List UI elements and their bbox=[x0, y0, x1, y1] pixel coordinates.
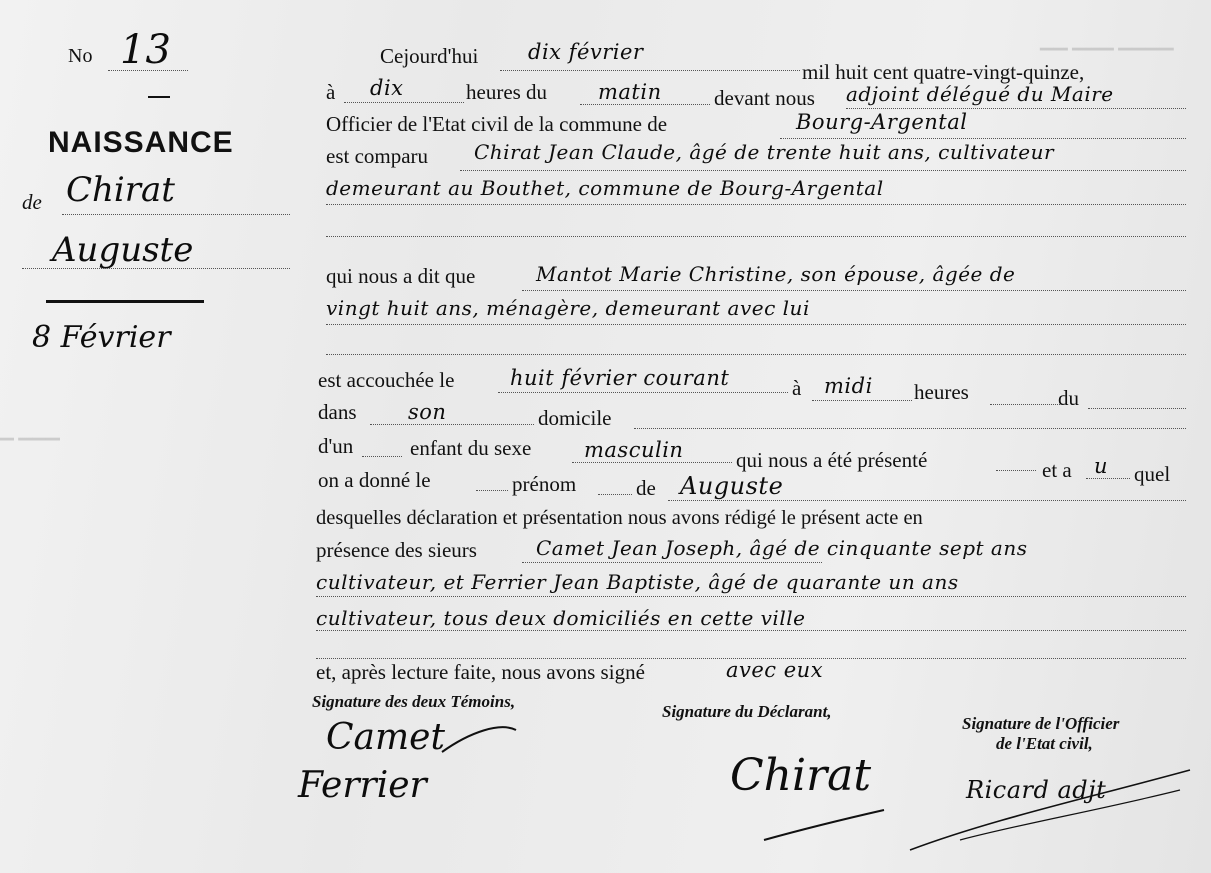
witness2-signature: Ferrier bbox=[298, 765, 427, 806]
handwritten-date: dix février bbox=[528, 40, 644, 64]
handwritten-birth-date: huit février courant bbox=[510, 366, 730, 390]
handwritten-witness-residence: cultivateur, tous deux domiciliés en cette ville bbox=[316, 606, 806, 630]
witnesses-signature-label: Signature des deux Témoins, bbox=[312, 692, 516, 711]
dotted-rule bbox=[522, 562, 822, 563]
child-surname: Chirat bbox=[66, 170, 175, 210]
dotted-rule bbox=[1086, 478, 1130, 479]
officer-signature-label: Signature de l'Officier bbox=[962, 714, 1120, 733]
handwritten-declarant: Chirat Jean Claude, âgé de trente huit ans, cultivateur bbox=[474, 140, 1055, 164]
handwritten-hour: dix bbox=[370, 76, 404, 100]
dotted-rule bbox=[598, 494, 632, 495]
text: et a bbox=[1042, 458, 1072, 482]
declarant-signature-label: Signature du Déclarant, bbox=[662, 702, 832, 721]
declarant-signature: Chirat bbox=[730, 750, 872, 801]
text: quel bbox=[1134, 462, 1171, 486]
handwritten-letter: u bbox=[1094, 454, 1109, 478]
text: heures du bbox=[466, 80, 548, 104]
handwritten-commune: Bourg-Argental bbox=[796, 110, 968, 134]
dotted-rule bbox=[846, 108, 1186, 109]
dotted-rule bbox=[522, 290, 1186, 291]
dotted-rule bbox=[62, 214, 290, 215]
text: enfant du sexe bbox=[410, 436, 532, 460]
dotted-rule bbox=[812, 400, 912, 401]
handwritten-closing: avec eux bbox=[726, 658, 824, 682]
text: desquelles déclaration et présentation nous avons rédigé le présent acte en bbox=[316, 507, 923, 529]
officer-signature: Ricard adjt bbox=[966, 776, 1107, 804]
record-number-prefix: No bbox=[68, 45, 93, 67]
signature-flourish bbox=[760, 800, 890, 850]
text: à bbox=[326, 80, 336, 104]
rule bbox=[148, 96, 170, 98]
dotted-rule bbox=[634, 428, 1186, 429]
dotted-rule bbox=[780, 138, 1186, 139]
dotted-rule bbox=[344, 102, 464, 103]
handwritten-residence: demeurant au Bouthet, commune de Bourg-Argental bbox=[326, 176, 884, 200]
record-number: 13 bbox=[120, 27, 171, 73]
child-given-name: Auguste bbox=[52, 230, 194, 270]
text: et, après lecture faite, nous avons signé bbox=[316, 660, 645, 684]
dotted-rule bbox=[996, 470, 1036, 471]
dotted-rule bbox=[572, 462, 732, 463]
dotted-rule bbox=[370, 424, 534, 425]
text: Cejourd'hui bbox=[380, 44, 479, 68]
text: est comparu bbox=[326, 144, 429, 168]
dotted-rule bbox=[580, 104, 710, 105]
handwritten-witness2: cultivateur, et Ferrier Jean Baptiste, âgé de quarante un ans bbox=[316, 570, 959, 594]
text: présence des sieurs bbox=[316, 538, 477, 562]
dotted-rule bbox=[362, 456, 402, 457]
dotted-rule bbox=[326, 236, 1186, 237]
handwritten-officer-role: adjoint délégué du Maire bbox=[846, 82, 1114, 106]
dotted-rule bbox=[498, 392, 788, 393]
text: de bbox=[636, 476, 656, 500]
text: prénom bbox=[512, 472, 577, 496]
dotted-rule bbox=[326, 204, 1186, 205]
dotted-rule bbox=[990, 404, 1060, 405]
text: qui nous a dit que bbox=[326, 264, 476, 288]
de-label: de bbox=[22, 190, 42, 214]
handwritten-mother-details: vingt huit ans, ménagère, demeurant avec lui bbox=[326, 296, 810, 320]
text: mil huit cent quatre-vingt-quinze, bbox=[802, 60, 1085, 84]
handwritten-time-of-day: matin bbox=[598, 80, 662, 104]
dotted-rule bbox=[326, 354, 1186, 355]
text: heures bbox=[914, 380, 969, 404]
handwritten-witness1: Camet Jean Joseph, âgé de cinquante sept ans bbox=[536, 536, 1028, 560]
officer-signature-label: de l'Etat civil, bbox=[996, 734, 1093, 753]
signature-flourish bbox=[900, 760, 1200, 860]
birth-date-margin: 8 Février bbox=[32, 320, 171, 355]
text: est accouchée le bbox=[318, 368, 455, 392]
handwritten-birth-hour: midi bbox=[824, 374, 873, 398]
handwritten-sex: masculin bbox=[584, 438, 684, 462]
dotted-rule bbox=[326, 324, 1186, 325]
handwritten-mother: Mantot Marie Christine, son épouse, âgée de bbox=[536, 262, 1016, 286]
dotted-rule bbox=[316, 630, 1186, 631]
dotted-rule bbox=[500, 70, 800, 71]
text: on a donné le bbox=[318, 468, 431, 492]
handwritten-given-name: Auguste bbox=[680, 472, 784, 500]
text: à bbox=[792, 376, 802, 400]
bleed-through-text: ▁▁ ▁▁▁ ▁▁▁▁ bbox=[1040, 30, 1174, 50]
dotted-rule bbox=[460, 170, 1186, 171]
dotted-rule bbox=[668, 500, 1186, 501]
text: qui nous a été présenté bbox=[736, 448, 928, 472]
dotted-rule bbox=[476, 490, 508, 491]
dotted-rule bbox=[316, 596, 1186, 597]
dotted-rule bbox=[108, 70, 188, 71]
text: dans bbox=[318, 400, 357, 424]
signature-flourish bbox=[440, 722, 520, 762]
dotted-rule bbox=[1088, 408, 1186, 409]
text: d'un bbox=[318, 434, 354, 458]
text: devant nous bbox=[714, 86, 815, 110]
bleed-through-text: ▁ ▁▁▁ bbox=[0, 420, 60, 440]
dotted-rule bbox=[22, 268, 290, 269]
witness1-signature: Camet bbox=[326, 717, 445, 758]
handwritten-place: son bbox=[408, 400, 447, 424]
text: Officier de l'Etat civil de la commune de bbox=[326, 112, 668, 136]
text: domicile bbox=[538, 406, 612, 430]
record-heading: NAISSANCE bbox=[48, 126, 234, 159]
rule bbox=[46, 300, 204, 303]
text: du bbox=[1058, 386, 1079, 410]
